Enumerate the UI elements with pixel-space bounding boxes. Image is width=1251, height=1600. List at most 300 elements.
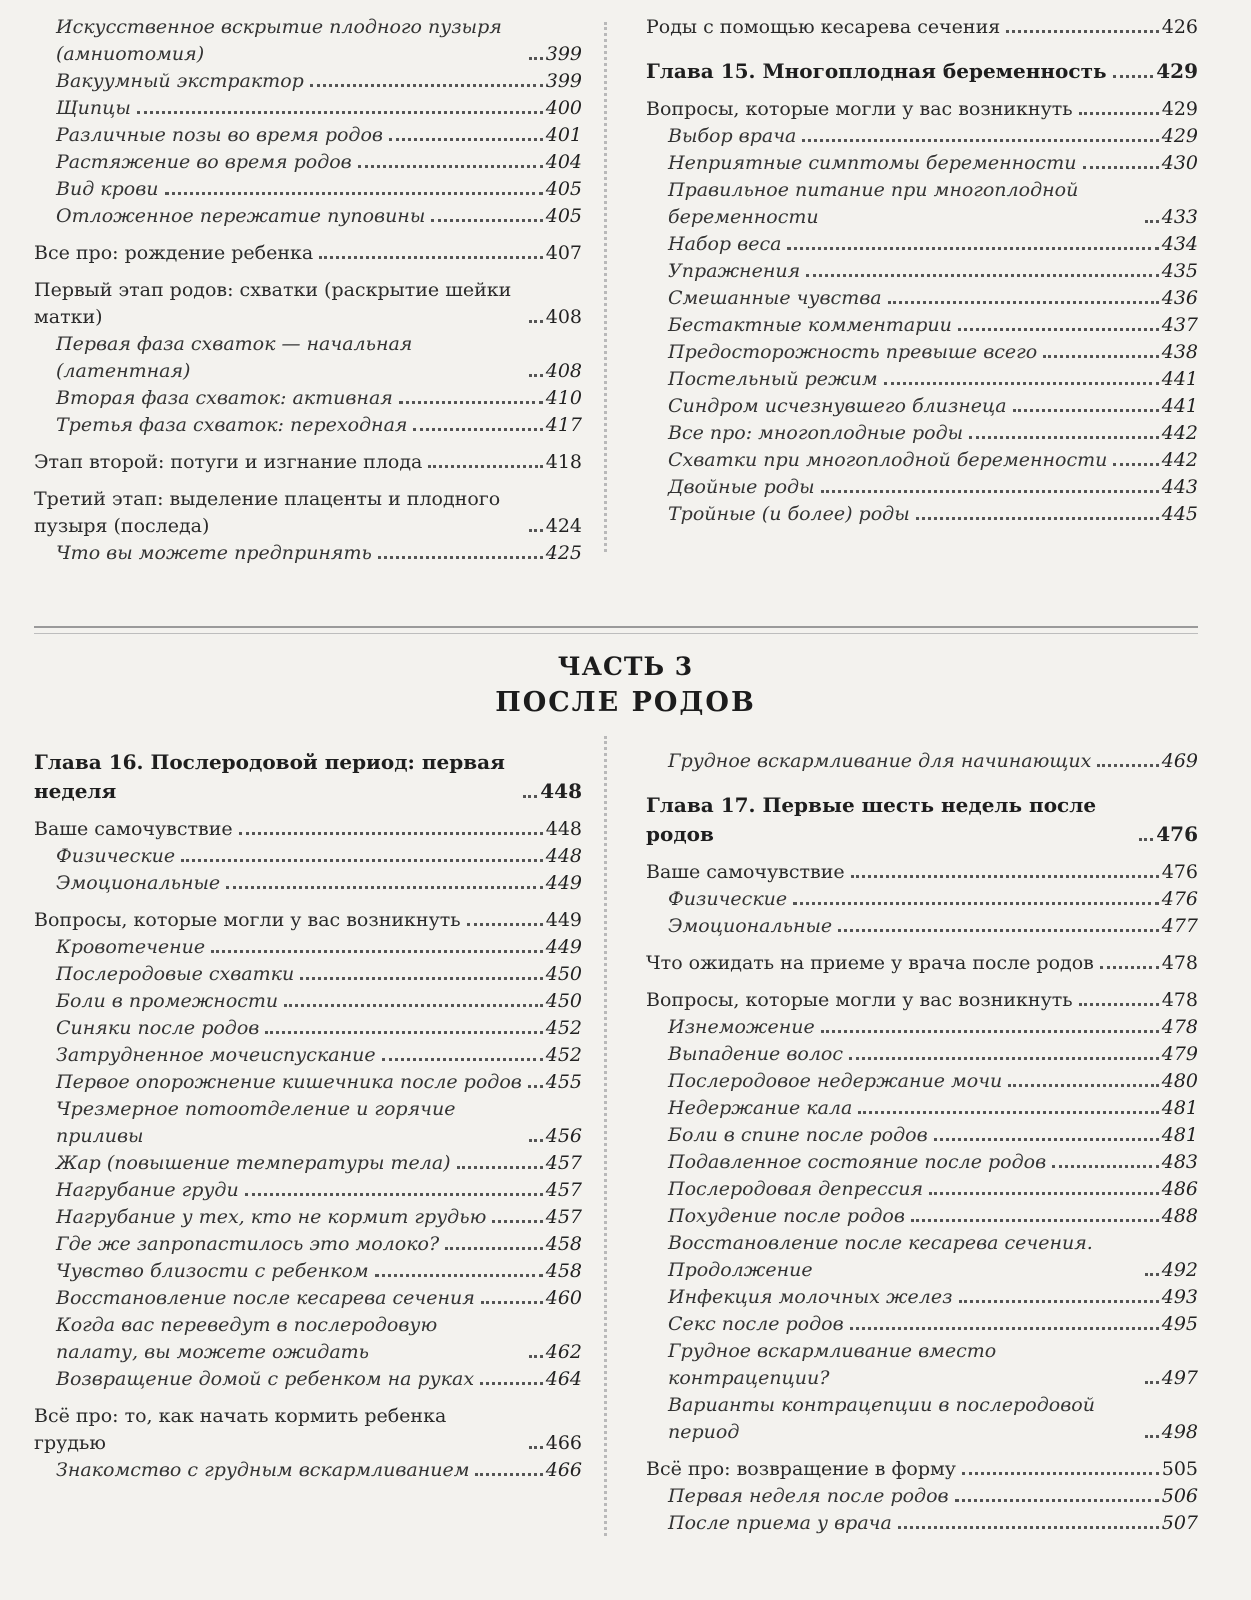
toc-entry <box>34 331 582 385</box>
toc-entry-title: Вопросы, которые могли у вас возникнуть <box>646 98 1073 120</box>
toc-leader-dots <box>529 529 543 532</box>
toc-entry-page: 457 <box>545 1206 582 1228</box>
toc-leader-dots <box>851 875 1159 878</box>
toc-leader-dots <box>850 1327 1159 1330</box>
toc-entry <box>34 1177 582 1204</box>
toc-entry-page: 430 <box>1161 152 1198 174</box>
toc-entry-title: Глава 16. Послеродовой период: первая неделя <box>34 750 505 803</box>
toc-entry-title: Отложенное пережатие пуповины <box>56 205 426 227</box>
toc-leader-dots <box>211 950 543 953</box>
toc-leader-dots <box>969 436 1159 439</box>
toc-entry <box>34 1042 582 1069</box>
toc-entry-title: Послеродовая депрессия <box>668 1178 924 1200</box>
toc-entry-title: Восстановление после кесарева сечения <box>56 1287 475 1309</box>
toc-leader-dots <box>529 1355 543 1358</box>
toc-entry-title: Всё про: то, как начать кормить ребенка грудью <box>34 1405 447 1454</box>
toc-entry-page: 469 <box>1161 750 1198 772</box>
toc-entry-title: Что вы можете предпринять <box>56 542 372 564</box>
toc-entry-title: Все про: рождение ребенка <box>34 242 314 264</box>
toc-entry <box>34 1150 582 1177</box>
toc-entry-title: Правильное питание при многоплодной беременности <box>668 179 1079 228</box>
toc-leader-dots <box>898 1526 1159 1529</box>
toc-entry <box>646 1284 1198 1311</box>
toc-entry-page: 497 <box>1161 1367 1198 1389</box>
toc-entry-page: 433 <box>1161 206 1198 228</box>
toc-entry-page: 457 <box>545 1152 582 1174</box>
toc-entry-title: Где же запропастилось это молоко? <box>56 1233 440 1255</box>
toc-entry <box>34 748 582 806</box>
toc-entry <box>34 176 582 203</box>
toc-entry <box>646 1338 1198 1392</box>
toc-leader-dots <box>955 1499 1159 1502</box>
toc-entry-title: Подавленное состояние после родов <box>668 1151 1047 1173</box>
toc-entry-title: Бестактные комментарии <box>668 314 952 336</box>
toc-entry <box>646 1483 1198 1510</box>
toc-entry-title: Физические <box>668 888 788 910</box>
part-title: ПОСЛЕ РОДОВ <box>495 687 756 718</box>
toc-entry-title: Восстановление после кесарева сечения. Продолжение <box>668 1232 1093 1281</box>
toc-entry <box>646 913 1198 940</box>
toc-entry-page: 441 <box>1161 395 1198 417</box>
toc-entry-page: 408 <box>545 360 582 382</box>
toc-leader-dots <box>1145 220 1159 223</box>
toc-entry <box>34 412 582 439</box>
toc-leader-dots <box>849 1057 1159 1060</box>
toc-leader-dots <box>181 859 543 862</box>
toc-entry <box>646 474 1198 501</box>
toc-leader-dots <box>528 1085 543 1088</box>
toc-entry-page: 456 <box>545 1125 582 1147</box>
toc-entry <box>34 907 582 934</box>
toc-entry-title: Этап второй: потуги и изгнание плода <box>34 451 423 473</box>
toc-entry-title: Глава 17. Первые шесть недель после родов <box>646 793 1097 846</box>
toc-leader-dots <box>431 219 542 222</box>
toc-leader-dots <box>480 1382 543 1385</box>
toc-entry-title: Искусственное вскрытие плодного пузыря (амниотомия) <box>56 16 502 65</box>
toc-entry <box>646 1456 1198 1483</box>
toc-entry-page: 466 <box>545 1432 582 1454</box>
toc-entry-page: 443 <box>1161 476 1198 498</box>
toc-entry-page: 460 <box>545 1287 582 1309</box>
toc-leader-dots <box>888 301 1159 304</box>
toc-leader-dots <box>806 274 1159 277</box>
toc-leader-dots <box>399 401 543 404</box>
toc-leader-dots <box>1139 838 1153 841</box>
toc-leader-dots <box>962 1472 1159 1475</box>
toc-entry-title: Когда вас переведут в послеродовую палату, вы можете ожидать <box>56 1314 438 1363</box>
toc-entry <box>646 447 1198 474</box>
toc-entry-title: Постельный режим <box>668 368 878 390</box>
toc-entry-title: Послеродовые схватки <box>56 963 295 985</box>
toc-entry-title: Возвращение домой с ребенком на руках <box>56 1368 475 1390</box>
section-rule <box>34 626 1198 628</box>
toc-entry-page: 452 <box>545 1044 582 1066</box>
toc-leader-dots <box>916 517 1159 520</box>
toc-entry-page: 418 <box>545 451 582 473</box>
toc-leader-dots <box>884 382 1159 385</box>
toc-entry <box>34 934 582 961</box>
toc-entry <box>646 1122 1198 1149</box>
toc-leader-dots <box>838 929 1159 932</box>
toc-entry-page: 417 <box>545 414 582 436</box>
toc-entry-title: Двойные роды <box>668 476 815 498</box>
toc-entry-page: 476 <box>1156 822 1198 846</box>
column-divider-lower <box>604 736 607 1536</box>
toc-leader-dots <box>428 465 542 468</box>
toc-entry-title: Инфекция молочных желез <box>668 1286 953 1308</box>
toc-entry-title: Схватки при многоплодной беременности <box>668 449 1108 471</box>
toc-entry-title: Первый этап родов: схватки (раскрытие шейки матки) <box>34 279 512 328</box>
toc-entry-title: Неприятные симптомы беременности <box>668 152 1077 174</box>
toc-leader-dots <box>911 1219 1159 1222</box>
toc-entry-page: 436 <box>1161 287 1198 309</box>
toc-entry-title: Выпадение волос <box>668 1043 843 1065</box>
toc-leader-dots <box>239 832 543 835</box>
toc-leader-dots <box>1043 355 1159 358</box>
toc-entry <box>34 988 582 1015</box>
toc-entry-page: 441 <box>1161 368 1198 390</box>
toc-entry-title: Синдром исчезнувшего близнеца <box>668 395 1007 417</box>
toc-entry-page: 450 <box>545 963 582 985</box>
toc-entry-title: Роды с помощью кесарева сечения <box>646 16 1001 38</box>
toc-entry-page: 480 <box>1161 1070 1198 1092</box>
toc-entry <box>34 449 582 476</box>
toc-leader-dots <box>445 1247 543 1250</box>
toc-entry-title: Синяки после родов <box>56 1017 260 1039</box>
toc-entry <box>34 1285 582 1312</box>
toc-entry <box>646 285 1198 312</box>
toc-entry-page: 450 <box>545 990 582 1012</box>
toc-entry-title: Третья фаза схваток: переходная <box>56 414 408 436</box>
toc-entry-page: 464 <box>545 1368 582 1390</box>
toc-leader-dots <box>1008 1084 1158 1087</box>
toc-entry <box>646 1203 1198 1230</box>
toc-entry-title: Ваше самочувствие <box>646 861 845 883</box>
toc-entry <box>646 1392 1198 1446</box>
toc-entry-title: Всё про: возвращение в форму <box>646 1458 956 1480</box>
toc-entry <box>34 68 582 95</box>
toc-entry-page: 448 <box>545 845 582 867</box>
toc-entry-title: Нагрубание груди <box>56 1179 239 1201</box>
toc-leader-dots <box>934 1138 1159 1141</box>
toc-entry-title: Чрезмерное потоотделение и горячие приливы <box>56 1098 456 1147</box>
toc-entry <box>34 277 582 331</box>
toc-entry <box>34 122 582 149</box>
toc-entry <box>646 231 1198 258</box>
toc-leader-dots <box>1052 1165 1159 1168</box>
toc-entry <box>646 393 1198 420</box>
toc-entry-title: Растяжение во время родов <box>56 151 352 173</box>
toc-entry-title: Затрудненное мочеиспускание <box>56 1044 376 1066</box>
toc-entry-page: 492 <box>1161 1259 1198 1281</box>
toc-entry <box>34 1015 582 1042</box>
toc-entry-page: 400 <box>545 97 582 119</box>
toc-entry-title: Первая неделя после родов <box>668 1485 949 1507</box>
toc-entry <box>34 1204 582 1231</box>
toc-entry-page: 452 <box>545 1017 582 1039</box>
toc-entry-page: 486 <box>1161 1178 1198 1200</box>
toc-entry <box>34 540 582 567</box>
toc-entry <box>646 859 1198 886</box>
toc-entry <box>646 258 1198 285</box>
toc-leader-dots <box>375 1274 543 1277</box>
toc-entry-title: После приема у врача <box>668 1512 892 1534</box>
toc-entry <box>646 1176 1198 1203</box>
toc-entry <box>34 843 582 870</box>
toc-entry <box>646 1068 1198 1095</box>
toc-entry <box>34 203 582 230</box>
toc-entry-page: 410 <box>545 387 582 409</box>
toc-leader-dots <box>378 556 543 559</box>
toc-entry <box>646 1311 1198 1338</box>
section-rule-thin <box>34 633 1198 634</box>
toc-leader-dots <box>300 977 543 980</box>
toc-entry-page: 449 <box>545 872 582 894</box>
toc-entry-title: Что ожидать на приеме у врача после родов <box>646 952 1094 974</box>
toc-entry <box>34 1096 582 1150</box>
toc-leader-dots <box>529 1446 543 1449</box>
toc-entry-title: Боли в промежности <box>56 990 279 1012</box>
toc-entry-page: 481 <box>1161 1097 1198 1119</box>
toc-leader-dots <box>787 247 1158 250</box>
toc-leader-dots <box>137 111 543 114</box>
toc-entry-page: 399 <box>545 43 582 65</box>
toc-entry-title: Послеродовое недержание мочи <box>668 1070 1003 1092</box>
toc-leader-dots <box>1079 112 1159 115</box>
toc-entry-title: Варианты контрацепции в послеродовой период <box>668 1394 1095 1443</box>
toc-entry-title: Изнеможение <box>668 1016 815 1038</box>
toc-entry <box>646 150 1198 177</box>
toc-entry-page: 437 <box>1161 314 1198 336</box>
toc-column-bottom-left <box>34 748 582 1484</box>
toc-entry-page: 448 <box>545 818 582 840</box>
toc-entry <box>646 886 1198 913</box>
toc-entry <box>646 177 1198 231</box>
toc-entry-page: 404 <box>545 151 582 173</box>
toc-entry-page: 407 <box>545 242 582 264</box>
toc-leader-dots <box>1145 1273 1159 1276</box>
toc-entry-page: 478 <box>1161 952 1198 974</box>
toc-entry <box>646 1149 1198 1176</box>
toc-entry-page: 458 <box>545 1260 582 1282</box>
toc-entry-title: Чувство близости с ребенком <box>56 1260 369 1282</box>
toc-entry-page: 449 <box>545 936 582 958</box>
toc-leader-dots <box>226 886 543 889</box>
toc-leader-dots <box>793 902 1159 905</box>
toc-entry-page: 481 <box>1161 1124 1198 1146</box>
toc-entry-page: 466 <box>545 1459 582 1481</box>
toc-entry <box>646 96 1198 123</box>
toc-entry <box>646 420 1198 447</box>
toc-entry <box>646 950 1198 977</box>
toc-entry-title: Предосторожность превыше всего <box>668 341 1038 363</box>
toc-entry-title: Эмоциональные <box>668 915 833 937</box>
toc-entry-page: 488 <box>1161 1205 1198 1227</box>
toc-entry-title: Секс после родов <box>668 1313 844 1335</box>
toc-leader-dots <box>413 428 542 431</box>
toc-leader-dots <box>529 1139 543 1142</box>
toc-entry-page: 438 <box>1161 341 1198 363</box>
toc-entry-page: 408 <box>545 306 582 328</box>
toc-entry-page: 449 <box>545 909 582 931</box>
toc-entry-page: 426 <box>1161 16 1198 38</box>
toc-leader-dots <box>1079 1003 1159 1006</box>
toc-entry <box>34 1069 582 1096</box>
toc-leader-dots <box>1145 1381 1159 1384</box>
toc-entry-title: Различные позы во время родов <box>56 124 383 146</box>
toc-entry-title: Вторая фаза схваток: активная <box>56 387 393 409</box>
toc-entry <box>34 1258 582 1285</box>
toc-entry-title: Глава 15. Многоплодная беременность <box>646 59 1107 83</box>
toc-entry-page: 442 <box>1161 422 1198 444</box>
toc-entry <box>34 1457 582 1484</box>
toc-entry <box>646 1041 1198 1068</box>
toc-entry-title: Физические <box>56 845 176 867</box>
toc-leader-dots <box>1113 463 1158 466</box>
toc-entry-page: 442 <box>1161 449 1198 471</box>
toc-entry-page: 479 <box>1161 1043 1198 1065</box>
toc-entry <box>646 57 1198 86</box>
toc-leader-dots <box>821 490 1159 493</box>
toc-entry-title: Первое опорожнение кишечника после родов <box>56 1071 522 1093</box>
toc-entry-page: 462 <box>545 1341 582 1363</box>
toc-entry-title: Знакомство с грудным вскармливанием <box>56 1459 470 1481</box>
toc-leader-dots <box>929 1192 1159 1195</box>
toc-leader-dots <box>529 374 543 377</box>
toc-leader-dots <box>1113 75 1154 78</box>
toc-entry <box>34 1403 582 1457</box>
toc-entry-page: 458 <box>545 1233 582 1255</box>
toc-entry-page: 445 <box>1161 503 1198 525</box>
toc-entry-page: 476 <box>1161 861 1198 883</box>
toc-entry-page: 405 <box>545 205 582 227</box>
toc-entry-page: 425 <box>545 542 582 564</box>
toc-entry <box>34 240 582 267</box>
toc-leader-dots <box>165 192 543 195</box>
toc-entry <box>646 123 1198 150</box>
toc-leader-dots <box>529 320 543 323</box>
toc-entry-title: Тройные (и более) роды <box>668 503 910 525</box>
toc-entry-page: 405 <box>545 178 582 200</box>
toc-entry-page: 457 <box>545 1179 582 1201</box>
toc-entry-page: 493 <box>1161 1286 1198 1308</box>
column-divider <box>604 22 607 552</box>
toc-leader-dots <box>802 139 1158 142</box>
toc-entry-title: Боли в спине после родов <box>668 1124 928 1146</box>
toc-leader-dots <box>821 1030 1159 1033</box>
toc-entry <box>646 791 1198 849</box>
toc-leader-dots <box>529 57 543 60</box>
toc-entry-title: Нагрубание у тех, кто не кормит грудью <box>56 1206 487 1228</box>
toc-leader-dots <box>265 1031 542 1034</box>
toc-entry-page: 476 <box>1161 888 1198 910</box>
toc-column-bottom-right <box>646 748 1198 1537</box>
toc-entry-title: Вакуумный экстрактор <box>56 70 304 92</box>
toc-leader-dots <box>319 256 543 259</box>
toc-entry-title: Смешанные чувства <box>668 287 882 309</box>
toc-entry-page: 424 <box>545 515 582 537</box>
toc-entry-page: 448 <box>540 779 582 803</box>
toc-leader-dots <box>959 1300 1159 1303</box>
toc-leader-dots <box>1013 409 1159 412</box>
toc-entry-page: 429 <box>1161 98 1198 120</box>
toc-entry-page: 498 <box>1161 1421 1198 1443</box>
toc-entry-title: Грудное вскармливание вместо контрацепции? <box>668 1340 997 1389</box>
toc-entry-page: 507 <box>1161 1512 1198 1534</box>
toc-entry-page: 434 <box>1161 233 1198 255</box>
toc-entry-page: 455 <box>545 1071 582 1093</box>
toc-entry <box>34 149 582 176</box>
toc-entry <box>646 366 1198 393</box>
part-number: ЧАСТЬ 3 <box>557 652 694 681</box>
toc-leader-dots <box>358 165 543 168</box>
toc-entry-page: 505 <box>1161 1458 1198 1480</box>
toc-entry-page: 478 <box>1161 989 1198 1011</box>
toc-entry-title: Выбор врача <box>668 125 797 147</box>
toc-entry-page: 435 <box>1161 260 1198 282</box>
toc-entry-title: Вопросы, которые могли у вас возникнуть <box>646 989 1073 1011</box>
toc-entry-title: Упражнения <box>668 260 801 282</box>
toc-leader-dots <box>958 328 1159 331</box>
toc-entry <box>646 1510 1198 1537</box>
toc-entry <box>646 1014 1198 1041</box>
toc-leader-dots <box>481 1301 543 1304</box>
toc-entry-page: 495 <box>1161 1313 1198 1335</box>
toc-entry-title: Недержание кала <box>668 1097 853 1119</box>
toc-entry <box>34 1366 582 1393</box>
toc-entry-page: 399 <box>545 70 582 92</box>
toc-entry-title: Эмоциональные <box>56 872 221 894</box>
toc-entry <box>34 1312 582 1366</box>
toc-entry-title: Кровотечение <box>56 936 206 958</box>
toc-entry <box>646 14 1198 41</box>
toc-leader-dots <box>1006 30 1158 33</box>
toc-column-top-right <box>646 14 1198 528</box>
toc-entry-page: 429 <box>1161 125 1198 147</box>
toc-leader-dots <box>475 1473 542 1476</box>
toc-column-top-left <box>34 14 582 567</box>
toc-entry <box>646 312 1198 339</box>
toc-entry-title: Щипцы <box>56 97 131 119</box>
toc-leader-dots <box>1083 166 1159 169</box>
toc-entry <box>34 486 582 540</box>
toc-entry <box>34 1231 582 1258</box>
toc-entry-title: Все про: многоплодные роды <box>668 422 964 444</box>
toc-entry-page: 477 <box>1161 915 1198 937</box>
toc-entry <box>646 1230 1198 1284</box>
toc-leader-dots <box>382 1058 543 1061</box>
toc-entry <box>646 339 1198 366</box>
toc-leader-dots <box>284 1004 543 1007</box>
toc-entry <box>646 748 1198 775</box>
toc-entry-title: Третий этап: выделение плаценты и плодного пузыря (последа) <box>34 488 501 537</box>
toc-leader-dots <box>467 923 543 926</box>
toc-leader-dots <box>245 1193 543 1196</box>
toc-entry <box>34 961 582 988</box>
toc-entry-page: 429 <box>1156 59 1198 83</box>
toc-entry <box>646 501 1198 528</box>
toc-leader-dots <box>1100 966 1159 969</box>
toc-leader-dots <box>1145 1435 1159 1438</box>
toc-entry-page: 478 <box>1161 1016 1198 1038</box>
toc-entry-title: Похудение после родов <box>668 1205 905 1227</box>
toc-entry-page: 401 <box>545 124 582 146</box>
toc-entry <box>646 987 1198 1014</box>
toc-entry-title: Первая фаза схваток — начальная (латентная) <box>56 333 413 382</box>
toc-entry <box>34 95 582 122</box>
toc-entry <box>34 385 582 412</box>
toc-entry-title: Вид крови <box>56 178 159 200</box>
